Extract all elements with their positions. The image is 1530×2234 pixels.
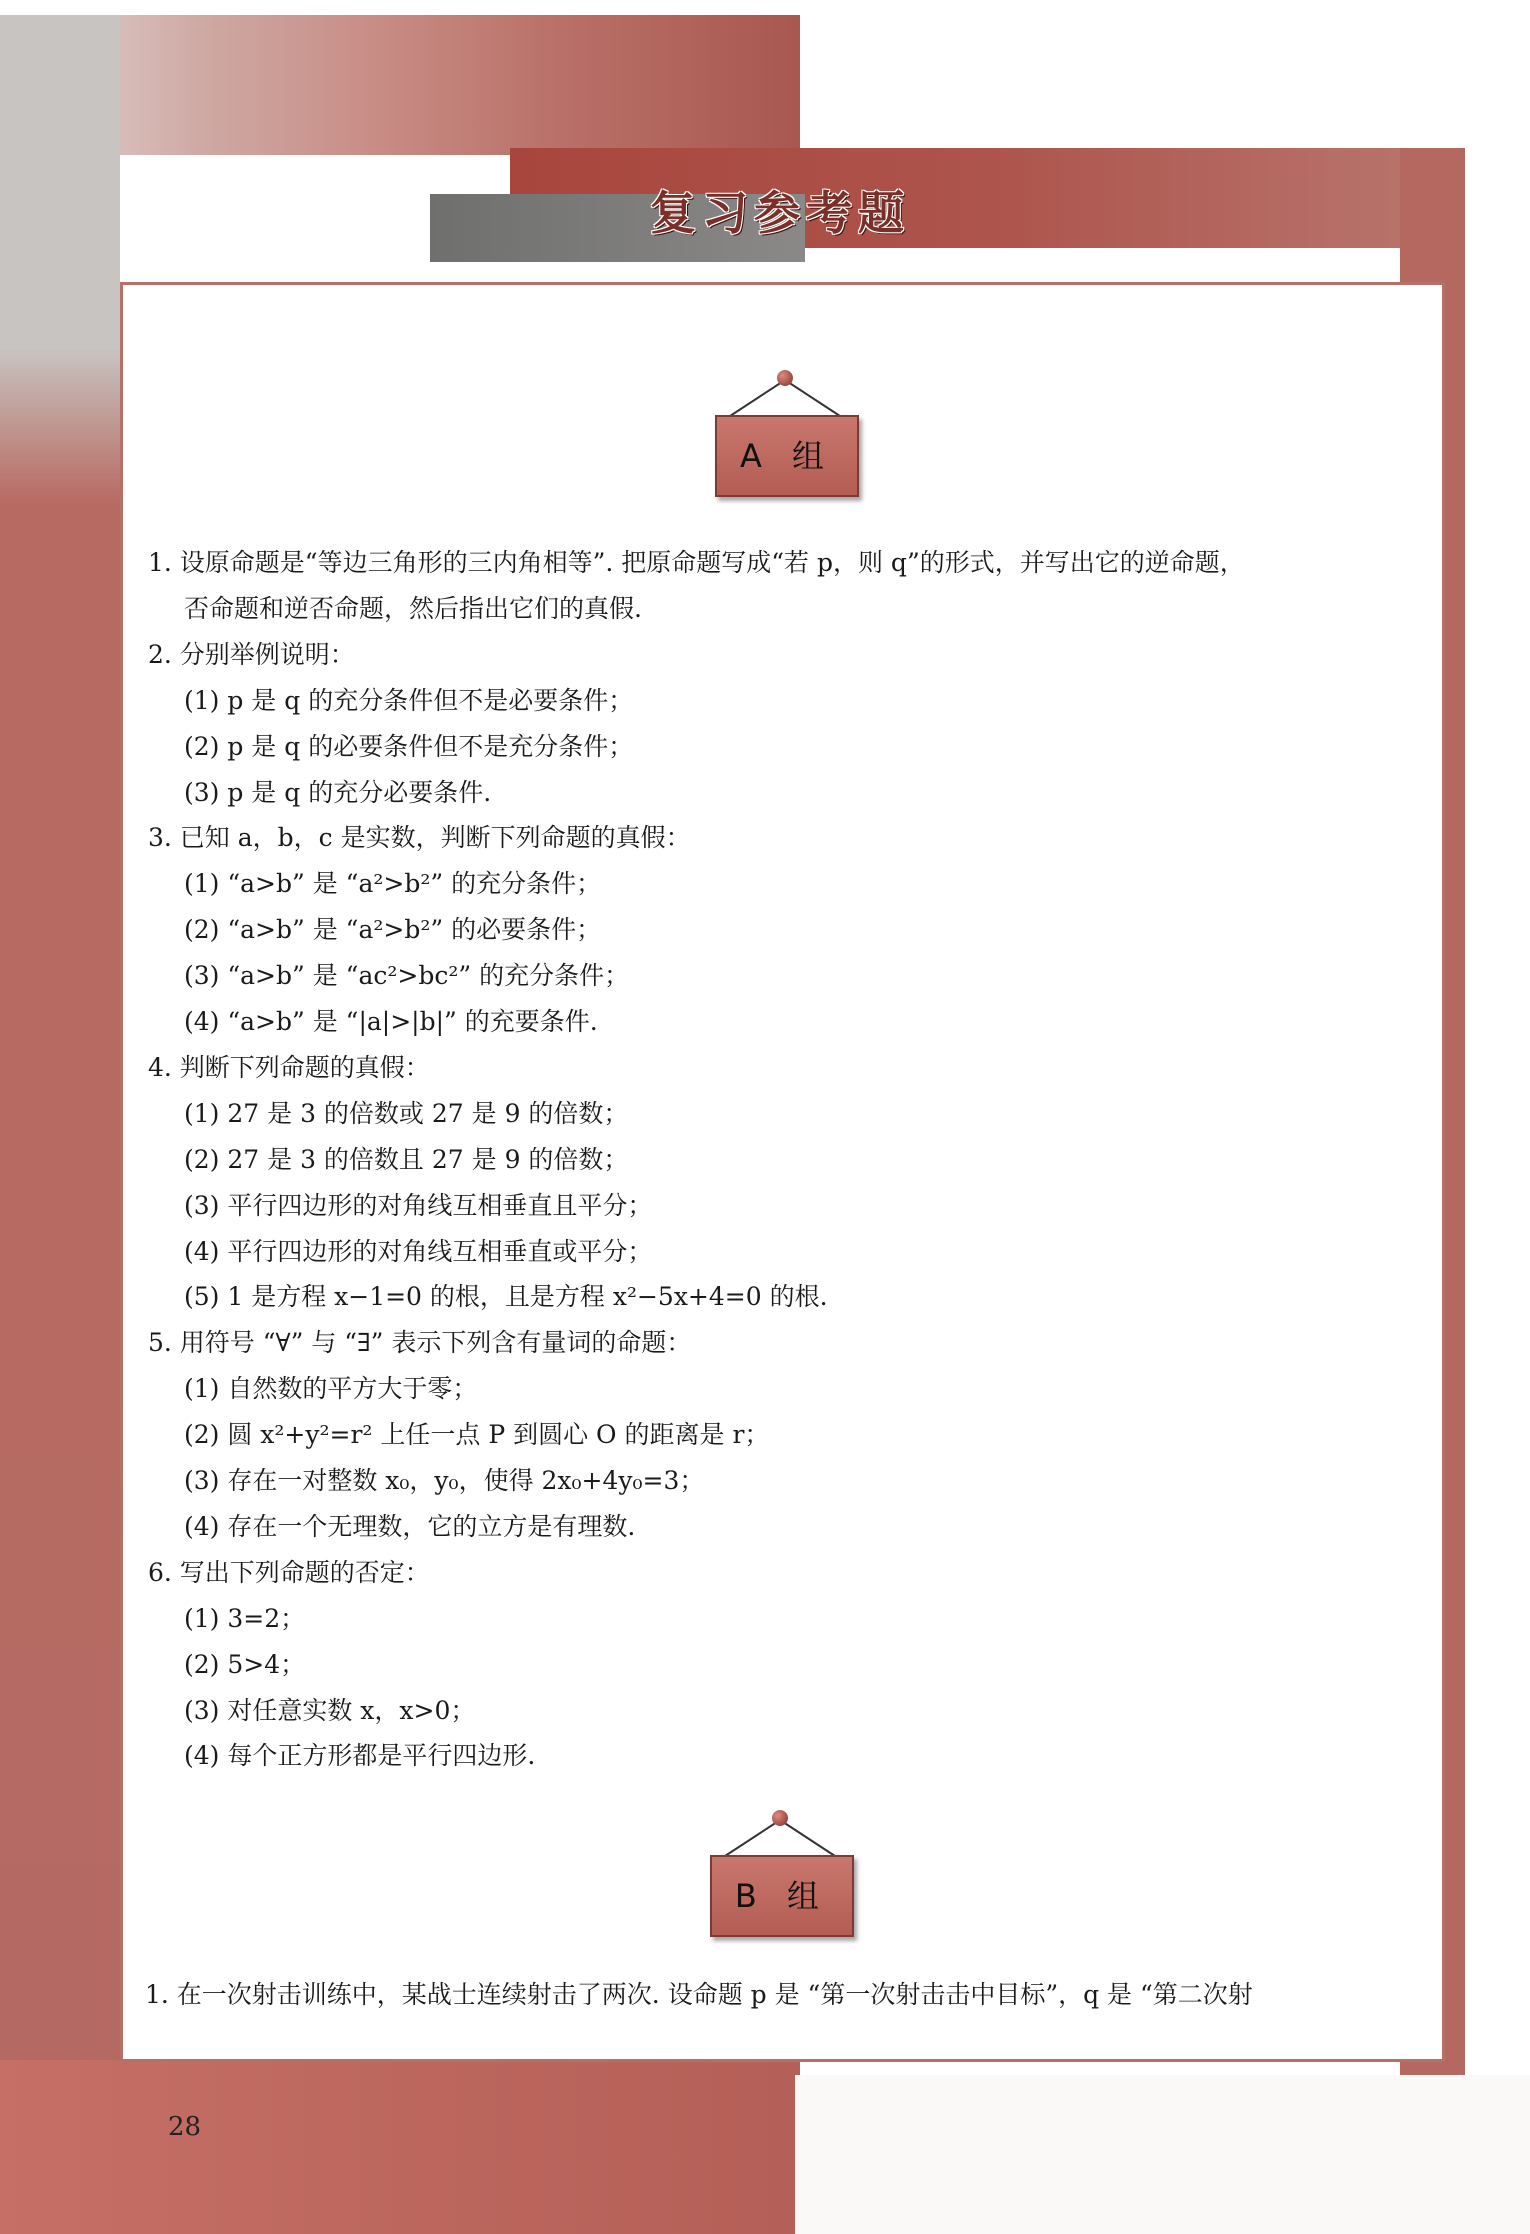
exercise-subitem: (3) 存在一对整数 x₀，y₀，使得 2x₀+4y₀=3； [184, 1466, 705, 1495]
exercise-item: 5. 用符号 “∀” 与 “∃” 表示下列含有量词的命题： [148, 1328, 692, 1358]
group-b-label: B 组 [710, 1855, 854, 1937]
decor-band-left [0, 15, 120, 2234]
pin-icon [772, 1810, 788, 1826]
exercise-subitem: (1) 27 是 3 的倍数或 27 是 9 的倍数； [184, 1098, 629, 1128]
page-margin-bottom [795, 2075, 1530, 2234]
exercise-subitem: (2) 圆 x²+y²=r² 上任一点 P 到圆心 O 的距离是 r； [184, 1420, 770, 1450]
exercise-subitem: (3) “a>b” 是 “ac²>bc²” 的充分条件； [184, 961, 630, 991]
exercise-subitem: (4) 平行四边形的对角线互相垂直或平分； [184, 1236, 653, 1266]
exercise-subitem: (1) 3=2； [184, 1603, 306, 1633]
exercise-subitem: (4) 每个正方形都是平行四边形. [184, 1741, 536, 1771]
exercise-subitem: (2) 5>4； [184, 1649, 306, 1679]
exercise-subitem: (2) 27 是 3 的倍数且 27 是 9 的倍数； [184, 1144, 629, 1174]
group-a-plaque [705, 370, 865, 505]
exercise-b-1: 1. 在一次射击训练中，某战士连续射击了两次. 设命题 p 是 “第一次射击击中目标”，q 是 “第二次射 [145, 1980, 1253, 2009]
exercise-item: 6. 写出下列命题的否定： [148, 1557, 430, 1587]
decor-band-top [0, 15, 800, 155]
exercise-item: 3. 已知 a，b，c 是实数，判断下列命题的真假： [148, 823, 691, 853]
exercise-subitem: (2) p 是 q 的必要条件但不是充分条件； [184, 731, 634, 761]
decor-band-bottom [0, 2060, 800, 2234]
exercise-subitem: (1) 自然数的平方大于零； [184, 1374, 478, 1404]
group-a-label: A 组 [715, 415, 859, 497]
exercise-subitem: (1) p 是 q 的充分条件但不是必要条件； [184, 685, 634, 715]
group-b-plaque [700, 1810, 860, 1945]
exercise-subitem: (3) p 是 q 的充分必要条件. [184, 777, 492, 807]
exercise-subitem: (5) 1 是方程 x−1=0 的根，且是方程 x²−5x+4=0 的根. [184, 1282, 828, 1312]
exercise-item: 2. 分别举例说明： [148, 639, 355, 669]
page-title: 复习参考题 [650, 186, 910, 240]
exercise-item: 4. 判断下列命题的真假： [148, 1052, 430, 1082]
exercise-subitem: 否命题和逆否命题，然后指出它们的真假. [184, 593, 642, 623]
exercise-subitem: (4) 存在一个无理数，它的立方是有理数. [184, 1511, 636, 1541]
exercise-item: 1. 设原命题是“等边三角形的三内角相等”. 把原命题写成“若 p，则 q”的形式，并写出它的逆命题， [148, 548, 1245, 577]
exercise-subitem: (4) “a>b” 是 “|a|>|b|” 的充要条件. [184, 1007, 598, 1036]
exercise-subitem: (1) “a>b” 是 “a²>b²” 的充分条件； [184, 869, 602, 899]
exercise-subitem: (2) “a>b” 是 “a²>b²” 的必要条件； [184, 915, 602, 945]
exercise-subitem: (3) 平行四边形的对角线互相垂直且平分； [184, 1190, 653, 1220]
page-number: 28 [168, 2112, 202, 2142]
pin-icon [777, 370, 793, 386]
exercise-subitem: (3) 对任意实数 x，x>0； [184, 1695, 476, 1725]
